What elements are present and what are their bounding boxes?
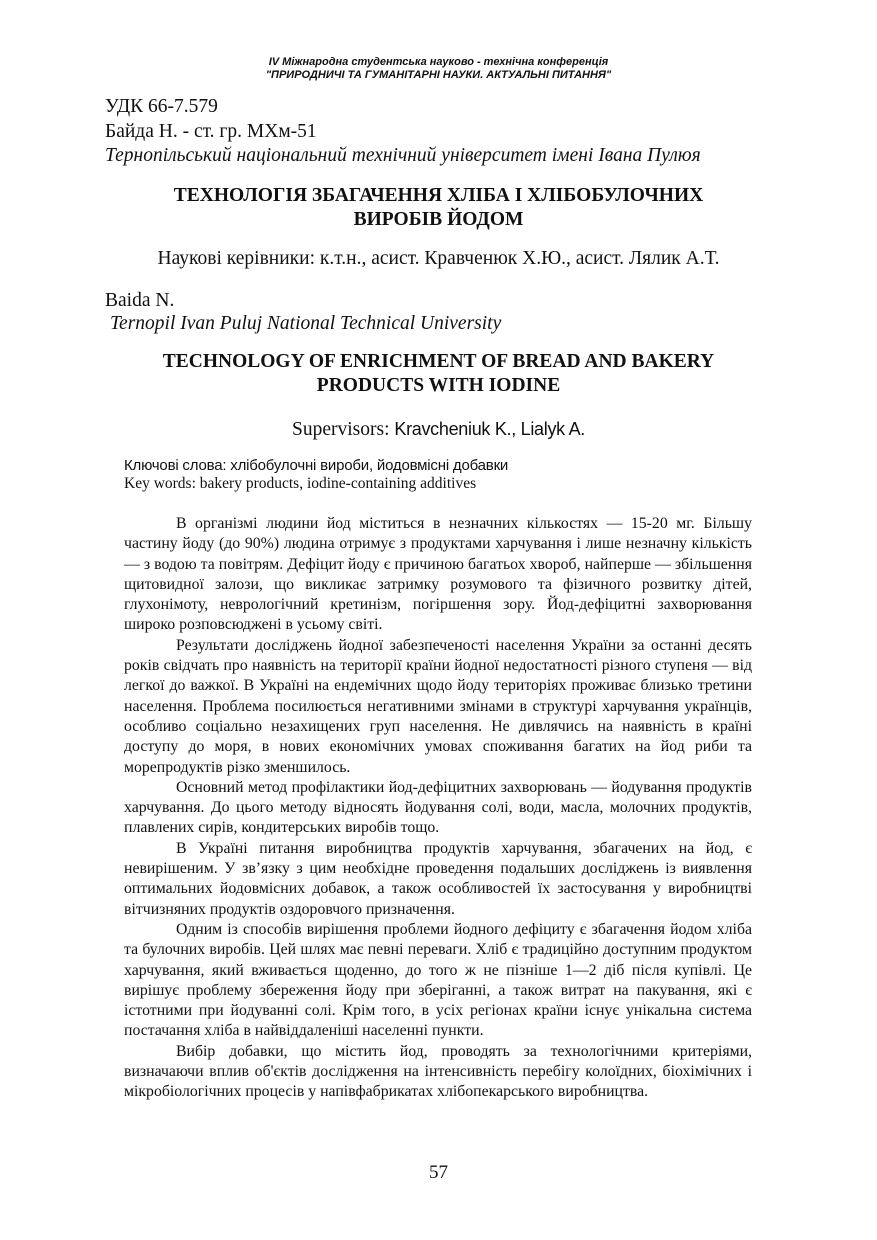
paragraph-2: Результати досліджень йодної забезпеченості населення України за останні десять років свідчать про наявність на території країни йодної недостатності різного ступеня — від легкої до важкої. В Україні на ендемічних щодо йоду територіях проживає близько третини населення. Проблема посилюється негативними змінами в структурі харчування українців, особливо соціально незахищених груп населення. Не дивлячись на наявність в країні доступу до моря, в нових економічних умовах споживання багатих на йод риби та морепродуктів різко зменшилось. bbox=[124, 636, 752, 776]
paragraph-3: Основний метод профілактики йод-дефіцитних захворювань — йодування продуктів харчування. До цього методу відносять йодування солі, води, масла, молочних продуктів, плавлених сирів, кондитерських виробів тощо. bbox=[124, 778, 752, 837]
paragraph-5: Одним із способів вирішення проблеми йодного дефіциту є збагачення йодом хліба та булочних виробів. Цей шлях має певні переваги. Хліб є традиційно доступним продуктом харчування, який вживається щоденно, до того ж не пізніше 1—2 діб після купівлі. Це вирішує проблему збереження йоду при зберіганні, а також витрат на пакування, які є істотними при йодуванні солі. Крім того, в усіх регіонах країни існує унікальна система постачання хліба в найвіддаленіші населенні пункти. bbox=[124, 920, 752, 1040]
page-number: 57 bbox=[429, 1162, 448, 1183]
conference-title-line2: "ПРИРОДНИЧІ ТА ГУМАНІТАРНІ НАУКИ. АКТУАЛЬНІ ПИТАННЯ" bbox=[265, 69, 612, 81]
university-ua: Тернопільський національний технічний університет імені Івана Пулюя bbox=[105, 145, 701, 166]
conference-title-line1: IV Міжнародна студентська науково - технічна конференція bbox=[268, 56, 609, 68]
author-en: Baida N. bbox=[105, 290, 175, 311]
supervisors-en-label: Supervisors: bbox=[292, 419, 395, 440]
keywords-en: Key words: bakery products, iodine-containing additives bbox=[124, 475, 477, 492]
supervisors-en-names: Kravcheniuk K., Lialyk A. bbox=[394, 419, 585, 439]
article-body bbox=[124, 514, 752, 1103]
paragraph-4: В Україні питання виробництва продуктів харчування, збагачених на йод, є невирішеним. У зв’язку з цим необхідне проведення подальших досліджень із виявлення оптимальних йодовмісних добавок, а також особливостей їх застосування у виробництві вітчизняних продуктів оздоровчого призначення. bbox=[124, 839, 752, 918]
supervisors-en bbox=[0, 417, 877, 442]
title-en-line1: TECHNOLOGY OF ENRICHMENT OF BREAD AND BAKERY bbox=[162, 351, 715, 372]
keywords-ua: Ключові слова: хлібобулочні вироби, йодовмісні добавки bbox=[124, 457, 509, 474]
paragraph-6: Вибір добавки, що містить йод, проводять за технологічними критеріями, визначаючи вплив об'єктів дослідження на інтенсивність перебігу колоїдних, біохімічних і мікробіологічних процесів у напівфабрикатах хлібопекарського виробництва. bbox=[124, 1042, 752, 1101]
title-ua-line1: ТЕХНОЛОГІЯ ЗБАГАЧЕННЯ ХЛІБА І ХЛІБОБУЛОЧНИХ bbox=[173, 185, 704, 206]
title-ua-line2: ВИРОБІВ ЙОДОМ bbox=[353, 209, 524, 230]
udk-code: УДК 66-7.579 bbox=[105, 96, 218, 117]
university-en: Ternopil Ivan Puluj National Technical University bbox=[110, 313, 502, 334]
title-en-line2: PRODUCTS WITH IODINE bbox=[316, 375, 561, 396]
paragraph-1: В організмі людини йод міститься в незначних кількостях — 15-20 мг. Більшу частину йоду (до 90%) людина отримує з продуктами харчування і лише незначну кількість — з водою та повітрям. Дефіцит йоду є причиною багатьох хвороб, найперше — збільшення щитовидної залози, що викликає затримку розумового та фізичного розвитку дітей, глухонімоту, неврологічний кретинізм, погіршення зору. Йод-дефіцитні захворювання широко розповсюджені в усьому світі. bbox=[124, 515, 752, 634]
author-ua: Байда Н. - ст. гр. МХм-51 bbox=[105, 121, 317, 142]
supervisors-ua: Наукові керівники: к.т.н., асист. Кравченюк Х.Ю., асист. Лялик А.Т. bbox=[157, 248, 720, 269]
